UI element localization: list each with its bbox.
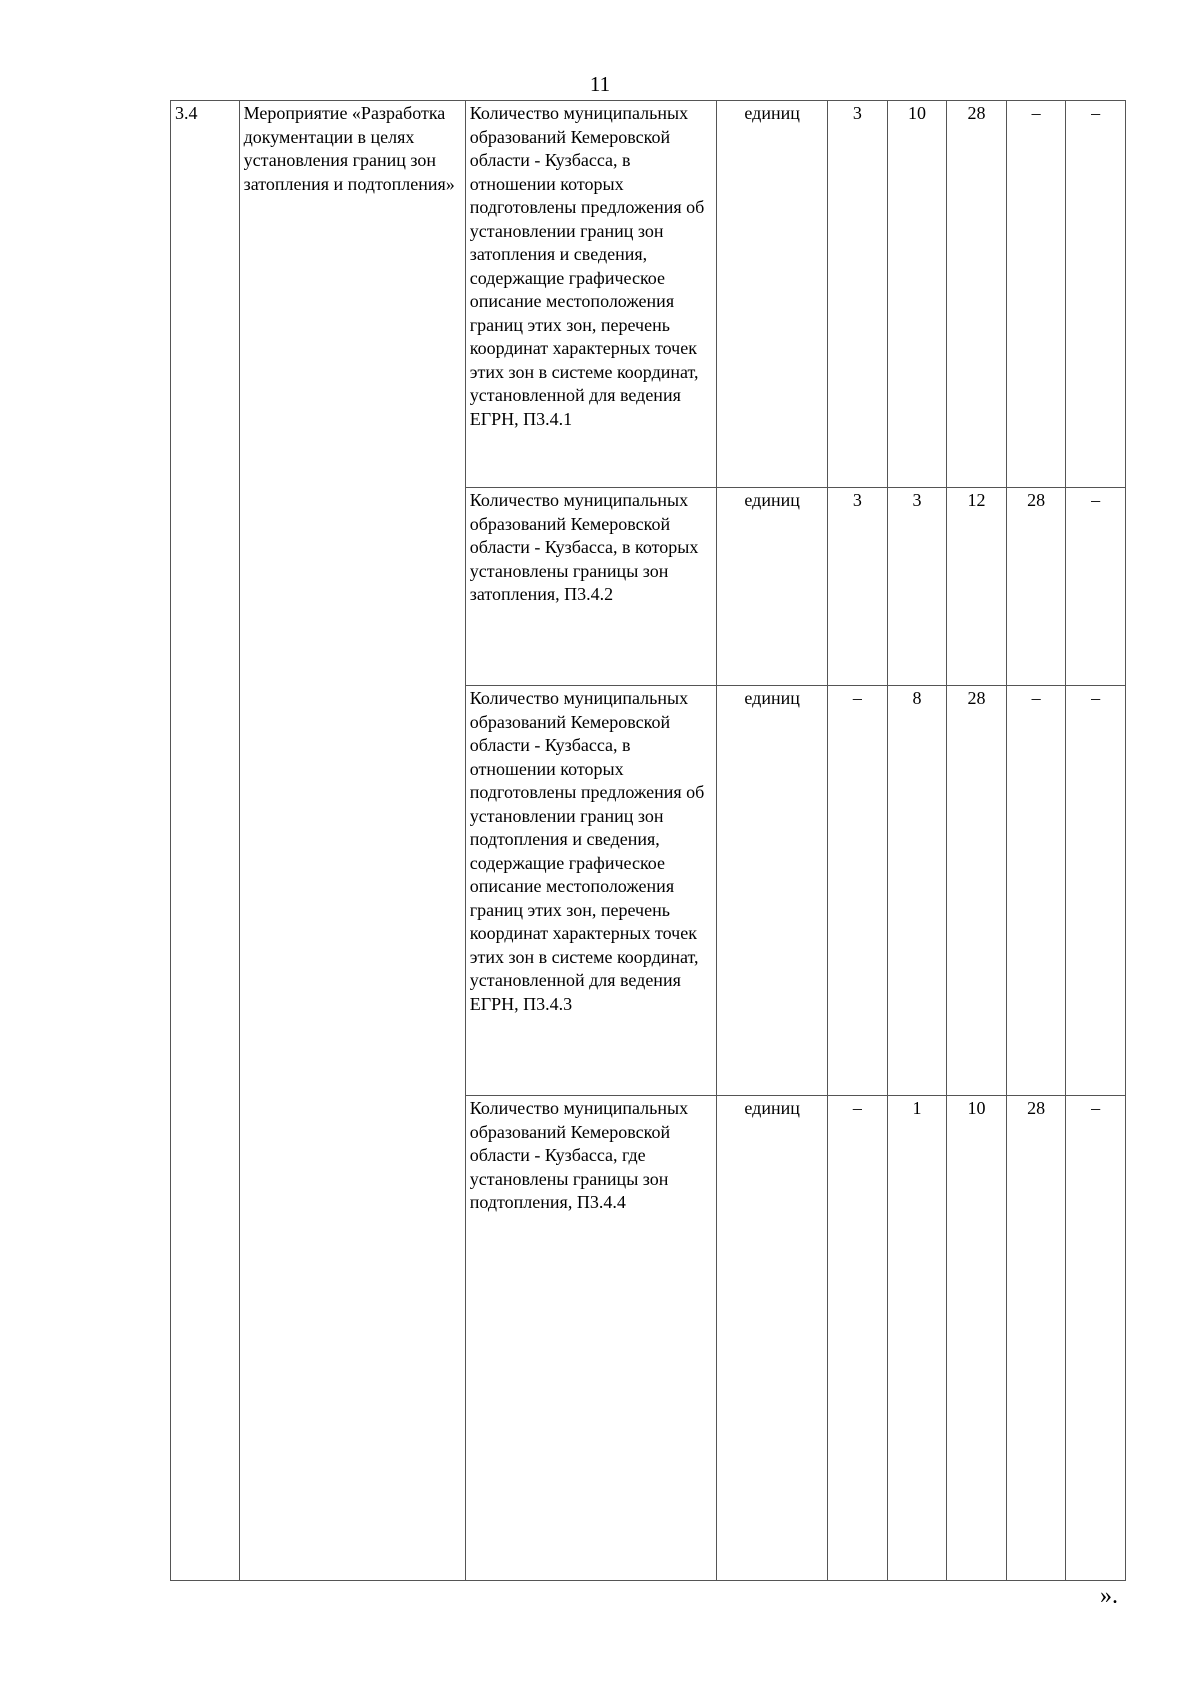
value-cell: 12 [947,488,1007,686]
value-cell: – [1006,686,1066,1096]
value-cell: 3 [828,488,888,686]
activity-cell [239,101,465,1581]
indicator-cell: Количество муниципальных образований Кемеровской области - Кузбасса, в которых установлены границы зон затопления, П3.4.2 [465,488,716,686]
value-cell: 28 [1006,1096,1066,1581]
value-cell: 28 [1006,488,1066,686]
unit-cell: единиц [717,686,828,1096]
value-cell: – [828,686,888,1096]
indicators-table [170,100,1126,1581]
unit-cell: единиц [717,1096,828,1581]
item-code: 3.4 [175,103,198,123]
unit-cell: единиц [717,101,828,488]
value-cell: 10 [947,1096,1007,1581]
indicator-cell: Количество муниципальных образований Кемеровской области - Кузбасса, где установлены границы зон подтопления, П3.4.4 [465,1096,716,1581]
closing-quote-mark: ». [1100,1583,1118,1609]
value-cell: – [1066,101,1126,488]
value-cell: – [1006,101,1066,488]
value-cell: – [828,1096,888,1581]
value-cell: – [1066,488,1126,686]
value-cell: – [1066,686,1126,1096]
value-cell: 28 [947,686,1007,1096]
page-number: 11 [589,72,611,96]
value-cell: 3 [828,101,888,488]
value-cell: 1 [887,1096,947,1581]
value-cell: 28 [947,101,1007,488]
item-code-cell [171,101,240,1581]
value-cell: 10 [887,101,947,488]
value-cell: 8 [887,686,947,1096]
indicator-cell: Количество муниципальных образований Кемеровской области - Кузбасса, в отношении которых подготовлены предложения об установлении границ зон подтопления и сведения, содержащие графическое описание местоположения границ этих зон, перечень координат характерных точек этих зон в системе координат, установленной для ведения ЕГРН, П3.4.3 [465,686,716,1096]
unit-cell: единиц [717,488,828,686]
value-cell: – [1066,1096,1126,1581]
value-cell: 3 [887,488,947,686]
indicator-cell: Количество муниципальных образований Кемеровской области - Кузбасса, в отношении которых подготовлены предложения об установлении границ зон затопления и сведения, содержащие графическое описание местоположения границ этих зон, перечень координат характерных точек этих зон в системе координат, установленной для ведения ЕГРН, П3.4.1 [465,101,716,488]
table-row [171,101,1126,488]
activity-name: Мероприятие «Разработка документации в целях установления границ зон затопления и подтопления» [243,103,455,194]
